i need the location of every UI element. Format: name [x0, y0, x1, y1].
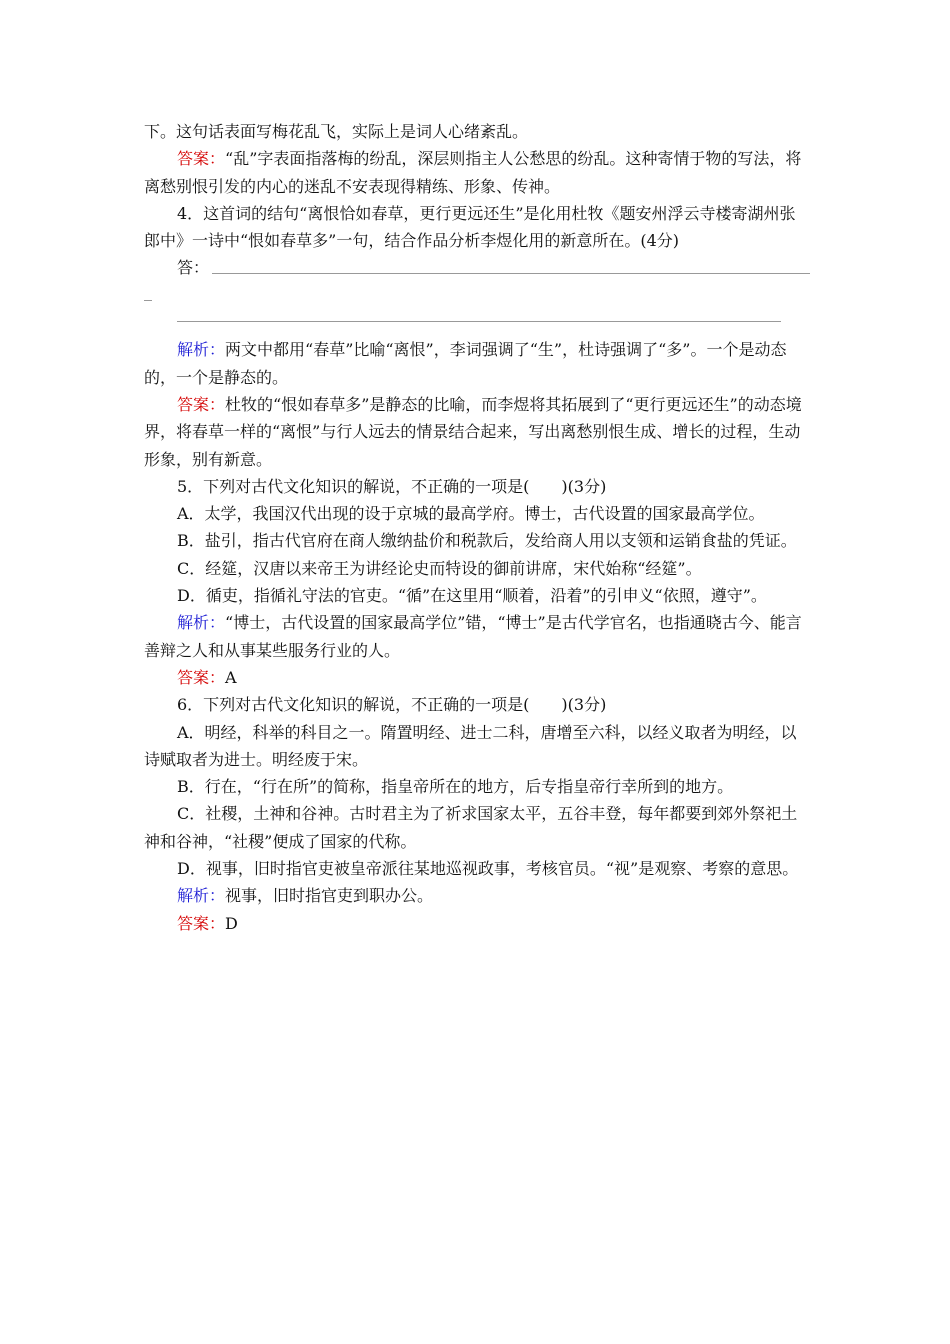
- q4-question: 4．这首词的结句“离恨恰如春草，更行更远还生”是化用杜牧《题安州浮云寺楼寄湖州张郎中》一诗中“恨如春草多”一句，结合作品分析李煜化用的新意所在。(4分): [144, 203, 796, 251]
- q6-option-b: B．行在，“行在所”的简称，指皇帝所在的地方，后专指皇帝行幸所到的地方。: [177, 777, 734, 797]
- analysis-label: 解析：: [177, 613, 226, 633]
- q6-option-c: C．社稷，土神和谷神。古时君主为了祈求国家太平，五谷丰登，每年都要到郊外祭祀土神和谷神，“社稷”便成了国家的代称。: [144, 804, 798, 851]
- q5-question: 5．下列对古代文化知识的解说，不正确的一项是( )(3分): [177, 476, 607, 496]
- answer-label: 答案：: [177, 149, 226, 169]
- answer-dash: [144, 282, 810, 309]
- q3-answer: [144, 145, 810, 200]
- q6-analysis-text: 视事，旧时指官吏到职办公。: [225, 886, 434, 906]
- blank-label: 答：: [177, 258, 210, 278]
- analysis-label: 解析：: [177, 340, 226, 360]
- q4-answer-text: 杜牧的“恨如春草多”是静态的比喻，而李煜将其拓展到了“更行更远还生”的动态境界，将春草一样的“离恨”与行人远去的情景结合起来，写出离愁别恨生成、增长的过程，生动形象，别有新意。: [144, 394, 802, 469]
- q5-option-a: A．太学，我国汉代出现的设于京城的最高学府。博士，古代设置的国家最高学位。: [177, 504, 765, 524]
- q6-question: 6．下列对古代文化知识的解说，不正确的一项是( )(3分): [177, 695, 607, 715]
- q3-tail: 下。这句话表面写梅花乱飞，实际上是词人心绪紊乱。: [144, 122, 529, 141]
- q5-answer: [144, 664, 810, 691]
- answer-underline-2: [144, 309, 810, 336]
- answer-label: 答案：: [177, 667, 226, 687]
- q5-answer-text: A: [225, 667, 237, 687]
- document-body: [144, 118, 810, 937]
- q4-answer-blank: [144, 254, 810, 281]
- q6-option-a: A．明经，科举的科目之一。隋置明经、进士二科，唐增至六科，以经义取者为明经，以诗赋取者为进士。明经废于宋。: [144, 722, 797, 769]
- q6-analysis: [144, 882, 810, 909]
- analysis-label: 解析：: [177, 886, 226, 906]
- answer-underline: [212, 273, 810, 274]
- q5-option-c: C．经筵，汉唐以来帝王为讲经论史而特设的御前讲席，宋代始称“经筵”。: [177, 558, 702, 578]
- q4-analysis-text: 两文中都用“春草”比喻“离恨”，李词强调了“生”，杜诗强调了“多”。一个是动态的，一个是静态的。: [144, 340, 787, 387]
- q5-analysis-text: “博士，古代设置的国家最高学位”错，“博士”是古代学官名，也指通晓古今、能言善辩之人和从事某些服务行业的人。: [144, 613, 802, 660]
- q4-answer: [144, 391, 810, 473]
- q5-option-b: B．盐引，指古代官府在商人缴纳盐价和税款后，发给商人用以支领和运销食盐的凭证。: [177, 531, 797, 551]
- q5-analysis: [144, 609, 810, 664]
- answer-label: 答案：: [177, 394, 226, 414]
- q6-option-d: D．视事，旧时指官吏被皇帝派往某地巡视政事，考核官员。“视”是观察、考察的意思。: [177, 859, 799, 879]
- q6-answer-text: D: [225, 913, 238, 933]
- q5-option-d: D．循吏，指循礼守法的官吏。“循”在这里用“顺着，沿着”的引申义“依照，遵守”。: [177, 586, 767, 606]
- q3-answer-text: “乱”字表面指落梅的纷乱，深层则指主人公愁思的纷乱。这种寄情于物的写法，将离愁别恨引发的内心的迷乱不安表现得精练、形象、传神。: [144, 149, 802, 196]
- q4-analysis: [144, 336, 810, 391]
- q6-answer: [144, 910, 810, 937]
- answer-label: 答案：: [177, 913, 226, 933]
